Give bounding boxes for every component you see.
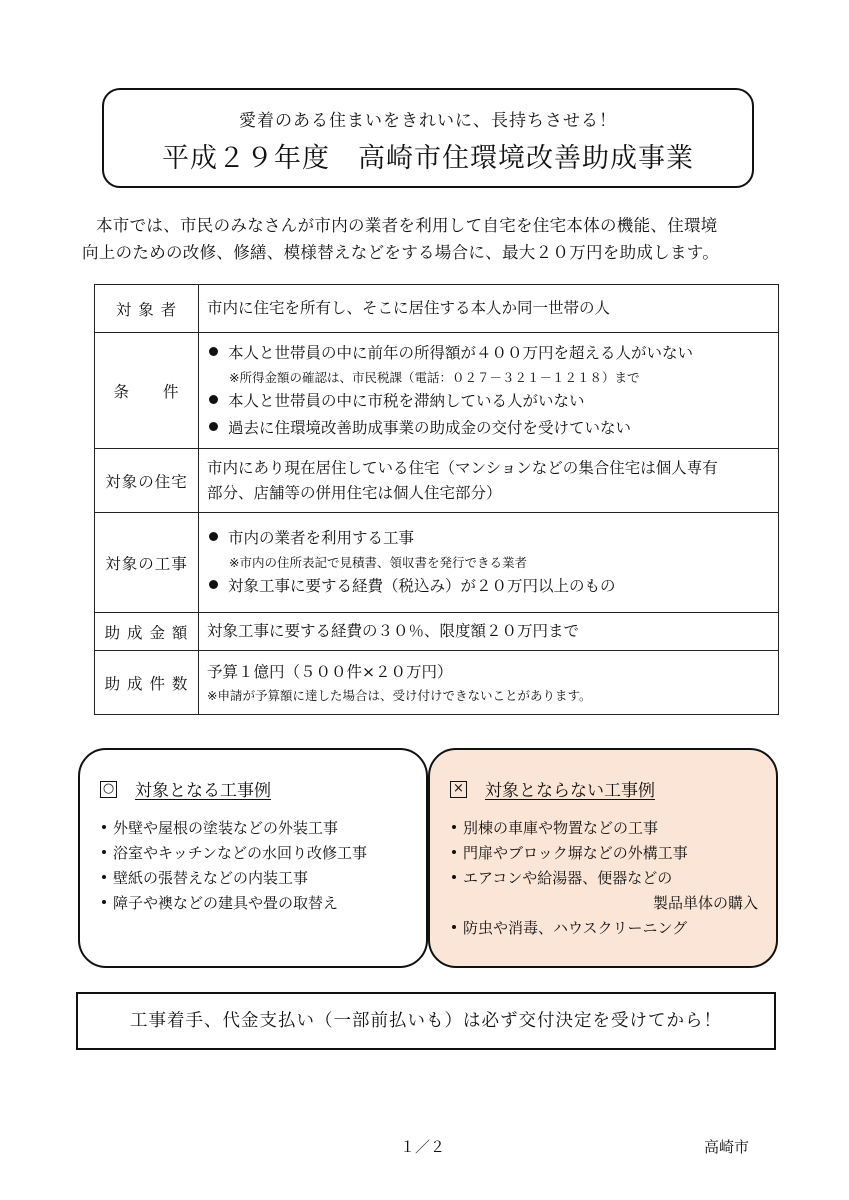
condition-item-3: 過去に住環境改善助成事業の助成金の交付を受けていない	[207, 415, 770, 442]
label-housing: 対象の住宅	[95, 449, 199, 513]
ineligible-list	[452, 816, 758, 941]
issuer-name: 高崎市	[704, 1138, 750, 1156]
list-item: 外壁や屋根の塗装などの外装工事	[102, 816, 367, 841]
label-target: 対 象 者	[95, 285, 199, 333]
header-box	[102, 88, 754, 188]
bullet-icon	[209, 347, 218, 356]
list-item: 障子や襖などの建具や畳の取替え	[102, 891, 367, 916]
ineligible-heading: × 対象とならない工事例	[450, 776, 655, 801]
header-subtitle: 愛着のある住まいをきれいに、長持ちさせる！	[239, 111, 617, 131]
table-row-works	[95, 513, 779, 613]
eligible-examples-box	[78, 748, 428, 968]
works-note-1: ※市内の住所表記で見積書、領収書を発行できる業者	[229, 555, 527, 570]
count-note: ※申請が予算額に達した場合は、受け付けできないことがあります。	[207, 687, 592, 703]
housing-line-2: 部分、店舗等の併用住宅は個人住宅部分）	[207, 483, 502, 502]
notice-box: 工事着手、代金支払い（一部前払いも）は必ず交付決定を受けてから！	[76, 992, 776, 1050]
bullet-icon	[209, 532, 218, 541]
condition-item-2: 本人と世帯員の中に市税を滞納している人がいない	[207, 388, 770, 415]
intro-paragraph	[82, 212, 782, 266]
bullet-icon	[209, 422, 218, 431]
table-row-amount	[95, 613, 779, 651]
works-item-2: 対象工事に要する経費（税込み）が２０万円以上のもの	[207, 573, 770, 600]
list-item: 壁紙の張替えなどの内装工事	[102, 866, 367, 891]
label-conditions: 条 件	[95, 333, 199, 449]
housing-line-1: 市内にあり現在居住している住宅（マンションなどの集合住宅は個人専有	[207, 458, 718, 477]
intro-line-1: 本市では、市民のみなさんが市内の業者を利用して自宅を住宅本体の機能、住環境	[96, 216, 718, 235]
table-row-conditions	[95, 333, 779, 449]
eligible-heading: ○ 対象となる工事例	[100, 776, 271, 801]
page-title: 平成２９年度 高崎市住環境改善助成事業	[162, 143, 694, 174]
list-item: エアコンや給湯器、便器などの 製品単体の購入	[452, 866, 758, 916]
label-count: 助 成 件 数	[95, 651, 199, 715]
label-amount: 助 成 金 額	[95, 613, 199, 651]
list-item: 別棟の車庫や物置などの工事	[452, 816, 758, 841]
condition-note-1: ※所得金額の確認は、市民税課（電話：０２７－３２１－１２１８）まで	[229, 369, 640, 385]
bullet-icon	[209, 580, 218, 589]
table-row-housing	[95, 449, 779, 513]
bullet-icon	[209, 395, 218, 404]
list-item: 防虫や消毒、ハウスクリーニング	[452, 916, 758, 941]
cross-icon: ×	[450, 781, 467, 798]
list-item: 浴室やキッチンなどの水回り改修工事	[102, 841, 367, 866]
condition-item-1: 本人と世帯員の中に前年の所得額が４００万円を超える人がいない	[207, 340, 770, 367]
label-works: 対象の工事	[95, 513, 199, 613]
list-item: 門扉やブロック塀などの外構工事	[452, 841, 758, 866]
intro-line-2: 向上のための改修、修繕、模様替えなどをする場合に、最大２０万円を助成します。	[82, 243, 720, 262]
works-item-1: 市内の業者を利用する工事	[207, 525, 770, 552]
count-text: 予算１億円（５００件×２０万円）	[207, 662, 453, 681]
amount-text: 対象工事に要する経費の３０％、限度額２０万円まで	[207, 622, 580, 640]
table-row-target	[95, 285, 779, 333]
target-text: 市内に住宅を所有し、そこに居住する本人か同一世帯の人	[207, 299, 611, 317]
ineligible-examples-box	[428, 748, 778, 968]
table-row-count	[95, 651, 779, 715]
page-number: １／２	[400, 1138, 446, 1156]
eligible-list	[102, 816, 367, 916]
program-info-table	[94, 284, 779, 715]
circle-icon: ○	[100, 781, 117, 798]
list-item-continuation: 製品単体の購入	[652, 894, 758, 912]
